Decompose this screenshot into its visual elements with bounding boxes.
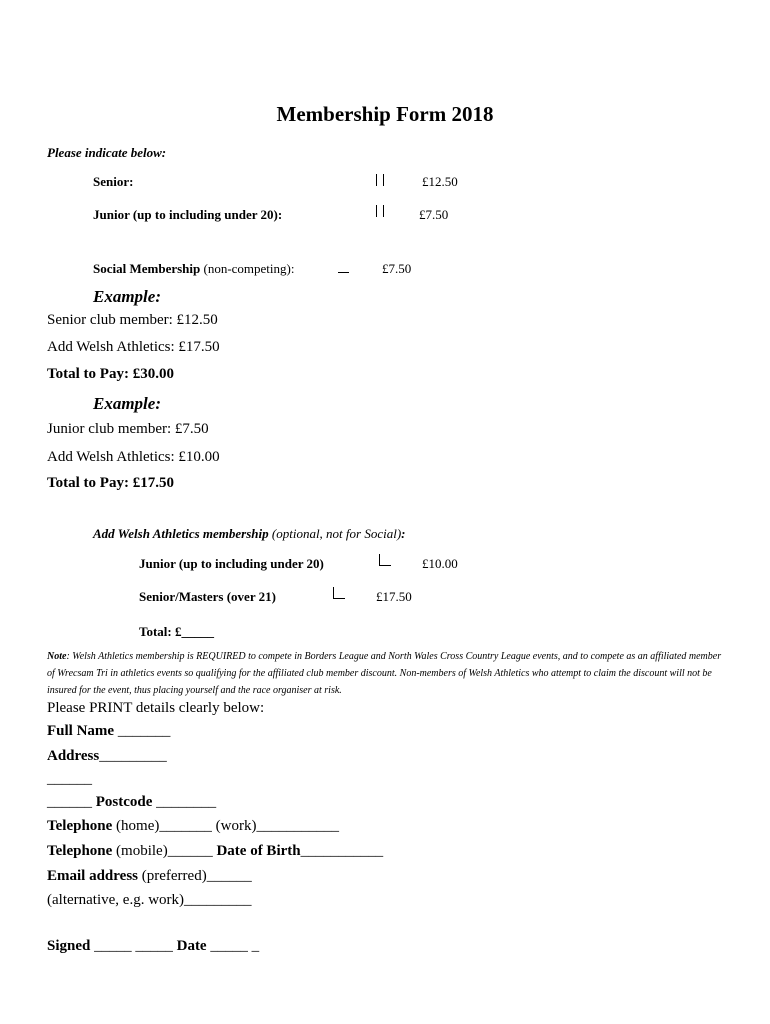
mobile-label: (mobile): [112, 843, 168, 859]
example2-line2: Add Welsh Athletics: £10.00: [47, 449, 220, 465]
full-name-field[interactable]: _______: [114, 723, 171, 739]
address-line3-field[interactable]: ______: [47, 794, 96, 810]
signed-label: Signed: [47, 938, 91, 954]
telephone-home-row: [47, 818, 339, 835]
telephone-mobile-row: [47, 843, 383, 860]
example1-heading: Example:: [93, 287, 161, 306]
alternative-email-row: [47, 892, 252, 909]
example2-heading: Example:: [93, 394, 161, 413]
intro-text: Please indicate below:: [47, 145, 167, 160]
wa-junior-label: Junior (up to including under 20): [139, 556, 324, 571]
example1-line1: Senior club member: £12.50: [47, 312, 218, 328]
telephone-label-2: Telephone: [47, 843, 113, 859]
form-title: Membership Form 2018: [276, 102, 494, 126]
dob-field[interactable]: ___________: [300, 843, 384, 859]
note-text: : Welsh Athletics membership is REQUIRED to compete in Borders League and North Wales Cross Country League events, and to compete as an affiliated member of Wrecsam Tri in athletics events so qualifying for the affiliated club member discount. Non-members of Welsh Athletics who attempt to claim the discount will not be insured for the event, thus placing yourself and the race organiser at risk.: [47, 651, 722, 696]
mobile-phone-field[interactable]: ______: [167, 843, 217, 859]
preferred-label: (preferred): [138, 868, 207, 884]
postcode-row: [47, 794, 216, 811]
signature-field[interactable]: _____ _____: [90, 938, 177, 954]
full-name-row: [47, 723, 170, 740]
wa-senior-checkbox[interactable]: [333, 587, 345, 599]
social-checkbox[interactable]: [338, 264, 349, 273]
wa-heading: [93, 526, 406, 542]
wa-heading-optional: (optional, not for Social): [268, 526, 402, 541]
address-line2-field[interactable]: ______: [47, 771, 92, 787]
junior-checkbox[interactable]: [376, 205, 384, 217]
telephone-label: Telephone: [47, 818, 113, 834]
details-instruction: Please PRINT details clearly below:: [47, 700, 265, 716]
wa-junior-price: £10.00: [422, 556, 458, 571]
wa-senior-label: Senior/Masters (over 21): [139, 589, 276, 604]
wa-heading-colon: :: [401, 526, 406, 541]
example1-line2: Add Welsh Athletics: £17.50: [47, 339, 220, 355]
address-label: Address: [47, 748, 100, 764]
option-social-price: £7.50: [382, 261, 412, 276]
option-senior-price: £12.50: [422, 174, 458, 189]
address-field[interactable]: _________: [99, 748, 167, 764]
senior-checkbox[interactable]: [376, 174, 384, 186]
date-field[interactable]: _____ _: [206, 938, 260, 954]
wa-total-blank[interactable]: _____: [181, 624, 214, 639]
option-senior-label: Senior:: [93, 174, 134, 189]
email-field[interactable]: ______: [206, 868, 252, 884]
address-row: [47, 748, 167, 765]
wa-junior-checkbox[interactable]: [379, 554, 391, 566]
postcode-field[interactable]: ________: [152, 794, 217, 810]
dob-label: Date of Birth: [216, 843, 301, 859]
option-social-label: [93, 261, 294, 277]
alternative-email-field[interactable]: _________: [184, 892, 252, 908]
example1-total: Total to Pay: £30.00: [47, 366, 174, 382]
alternative-label: (alternative, e.g. work): [47, 892, 185, 908]
wa-senior-price: £17.50: [376, 589, 412, 604]
email-row: [47, 868, 252, 885]
home-phone-field[interactable]: _______: [159, 818, 212, 834]
full-name-label: Full Name: [47, 723, 115, 739]
wa-total: [139, 624, 214, 640]
signature-row: [47, 938, 259, 955]
date-label: Date: [176, 938, 207, 954]
postcode-label: Postcode: [95, 794, 153, 810]
note-paragraph: [47, 648, 727, 699]
work-label: (work): [211, 818, 257, 834]
example2-line1: Junior club member: £7.50: [47, 421, 209, 437]
example2-total: Total to Pay: £17.50: [47, 475, 174, 491]
wa-total-label: Total: £: [139, 624, 182, 639]
social-label-rest: (non-competing):: [200, 261, 295, 276]
home-label: (home): [112, 818, 160, 834]
work-phone-field[interactable]: ___________: [256, 818, 339, 834]
option-junior-label: Junior (up to including under 20):: [93, 207, 283, 222]
note-lead: Note: [47, 651, 67, 662]
wa-heading-main: Add Welsh Athletics membership: [93, 526, 269, 541]
option-junior-price: £7.50: [419, 207, 449, 222]
social-label-bold: Social Membership: [93, 261, 201, 276]
email-label: Email address: [47, 868, 138, 884]
